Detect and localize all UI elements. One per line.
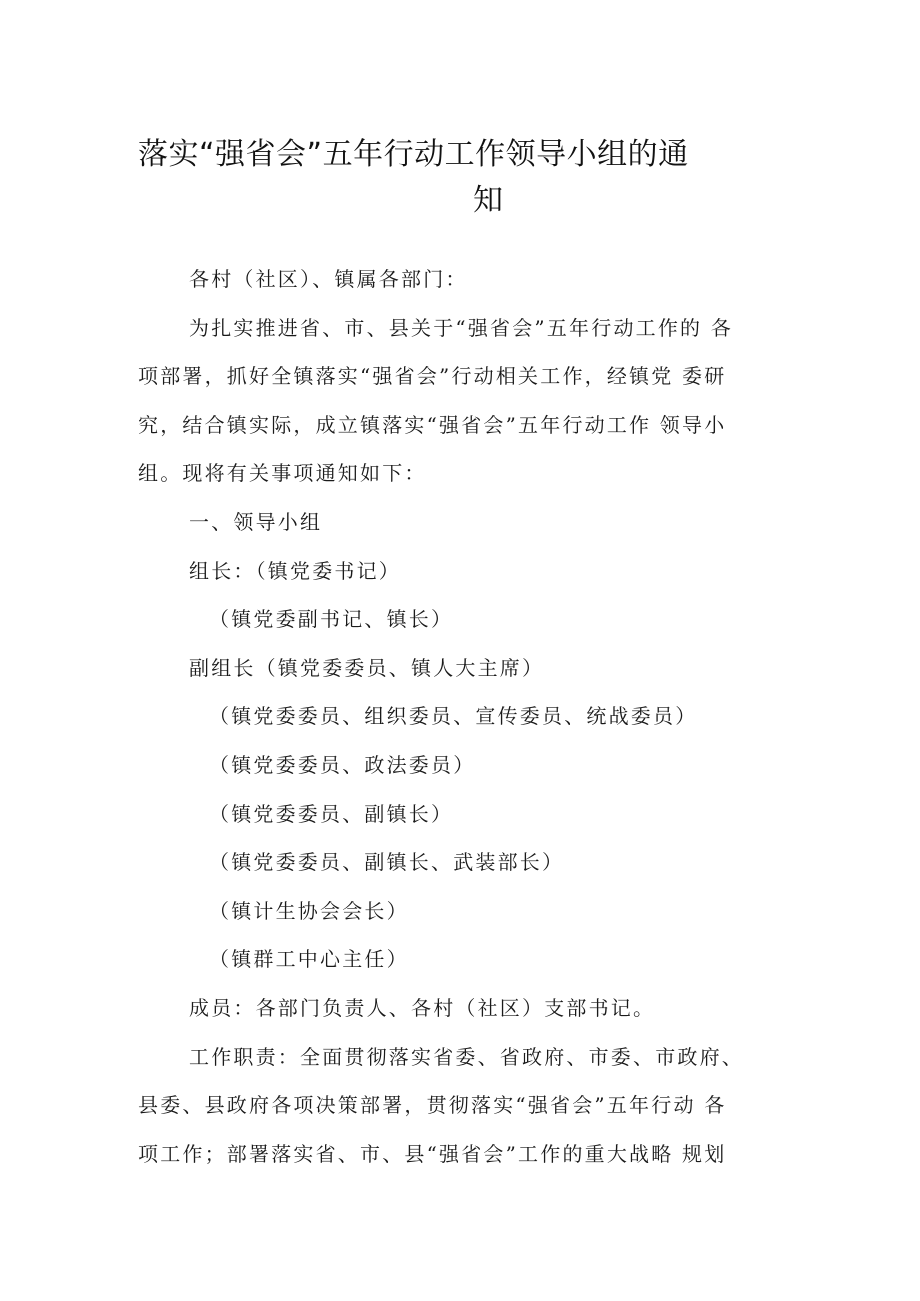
- deputy-item: （镇党委委员、副镇长）: [209, 801, 454, 826]
- deputy-item: （镇党委委员、政法委员）: [209, 752, 476, 777]
- title-line-2: 知: [473, 183, 504, 218]
- document-title: [138, 132, 798, 224]
- intro-line-2: 项部署，抓好全镇落实“强省会”行动相关工作，经镇党 委研: [138, 364, 727, 389]
- deputy-item: （镇党委委员、副镇长、武装部长）: [209, 850, 565, 875]
- deputy-item: （镇党委委员、组织委员、宣传委员、统战委员）: [209, 704, 698, 729]
- intro-line-1: 为扎实推进省、市、县关于“强省会”五年行动工作的 各: [189, 315, 734, 340]
- leader-second-line: （镇党委副书记、镇长）: [209, 607, 454, 632]
- duties-line-2: 县委、县政府各项决策部署，贯彻落实“强省会”五年行动 各: [138, 1093, 727, 1118]
- intro-line-4: 组。现将有关事项通知如下：: [138, 461, 427, 486]
- title-line-1: 落实“强省会”五年行动工作领导小组的通: [138, 137, 689, 172]
- document-body: [138, 255, 788, 1178]
- deputy-leader-line: 副组长（镇党委委员、镇人大主席）: [189, 655, 545, 680]
- intro-line-3: 究，结合镇实际，成立镇落实“强省会”五年行动工作 领导小: [138, 412, 727, 437]
- members-line: 成员：各部门负责人、各村（社区）支部书记。: [189, 995, 656, 1020]
- deputy-item: （镇群工中心主任）: [209, 947, 409, 972]
- leader-line: 组长：（镇党委书记）: [189, 558, 401, 583]
- duties-line-3: 项工作；部署落实省、市、县“强省会”工作的重大战略 规划: [138, 1141, 727, 1166]
- salutation: 各村（社区）、镇属各部门：: [189, 267, 468, 291]
- section-heading-leadership: 一、领导小组: [189, 509, 323, 534]
- deputy-item: （镇计生协会会长）: [209, 898, 409, 923]
- duties-line-1: 工作职责：全面贯彻落实省委、省政府、市委、市政府、: [189, 1044, 744, 1069]
